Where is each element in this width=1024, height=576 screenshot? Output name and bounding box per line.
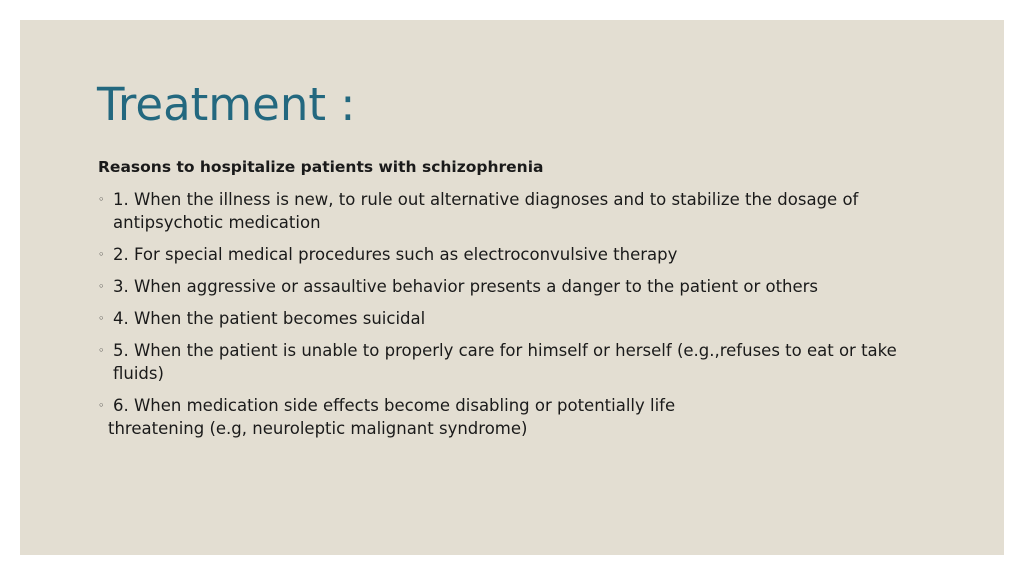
slide [20,20,1004,555]
bullet-icon: ◦ [98,248,105,261]
bullet-icon: ◦ [98,344,105,357]
list-item [98,243,928,266]
bullet-icon: ◦ [98,312,105,325]
continuation-text: threatening (e.g, neuroleptic malignant syndrome) [108,419,528,438]
subheading: Reasons to hospitalize patients with schizophrenia [98,158,544,176]
list-item [98,394,928,417]
bullet-icon: ◦ [98,280,105,293]
list-item-text: 6. When medication side effects become disabling or potentially life [113,396,676,415]
list-item [98,188,928,234]
slide-content [98,156,928,440]
bullet-icon: ◦ [98,399,105,412]
list-item-text: 4. When the patient becomes suicidal [113,309,426,328]
slide-title: Treatment : [97,78,356,131]
bullet-list [98,188,928,417]
list-item [98,307,928,330]
bullet-icon: ◦ [98,193,105,206]
list-item [98,339,928,385]
list-item [98,275,928,298]
list-item-text: 5. When the patient is unable to properly care for himself or herself (e.g.,refuses to eat or take fluids) [113,341,897,383]
list-item-text: 2. For special medical procedures such as electroconvulsive therapy [113,245,678,264]
list-item-text: 3. When aggressive or assaultive behavior presents a danger to the patient or others [113,277,819,296]
list-item-text: 1. When the illness is new, to rule out alternative diagnoses and to stabilize the dosage of antipsychotic medication [113,190,859,232]
